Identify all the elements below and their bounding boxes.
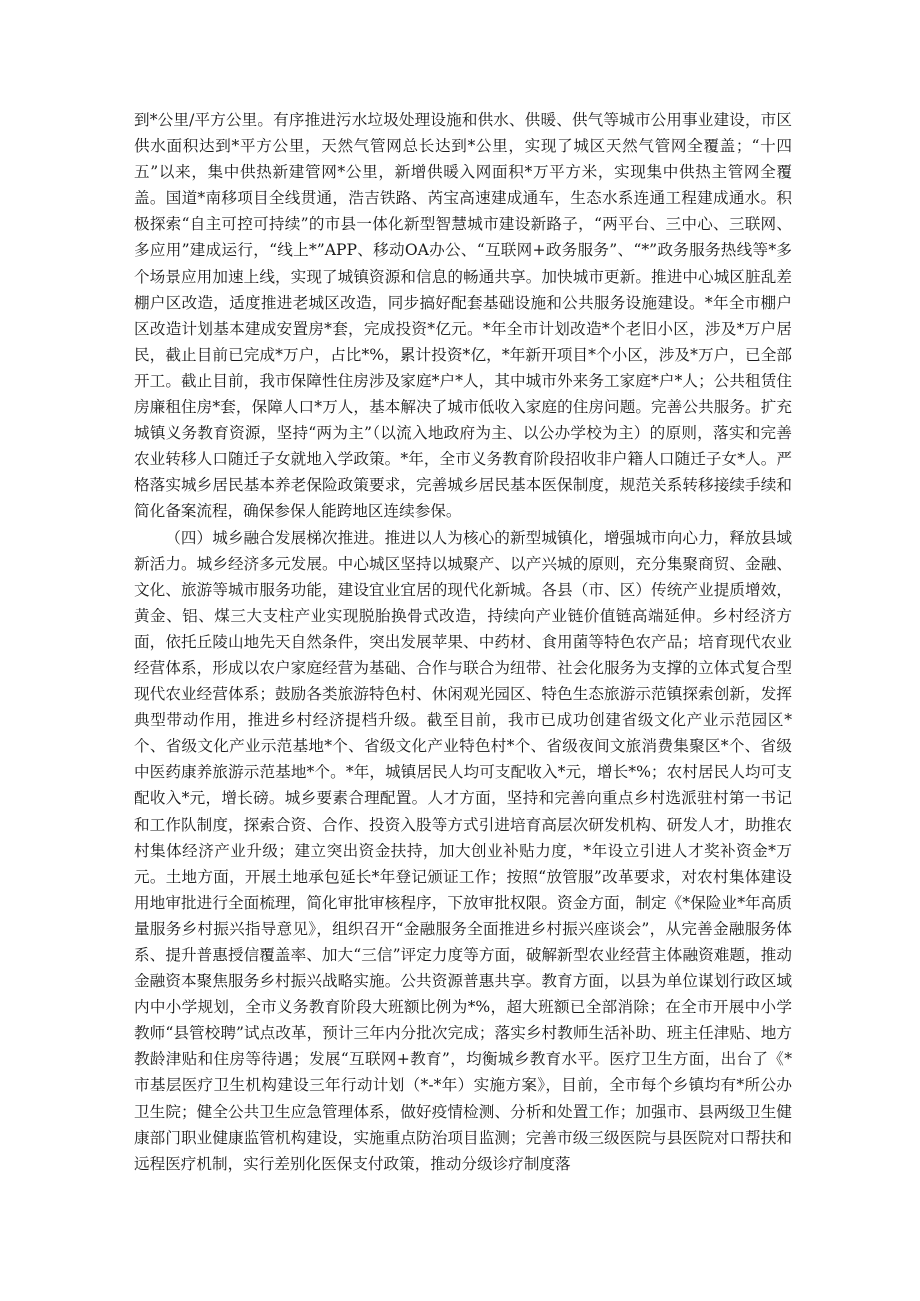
document-page xyxy=(134,107,792,1177)
paragraph-urban-rural-integration: （四）城乡融合发展梯次推进。推进以人为核心的新型城镇化，增强城市向心力，释放县域新活力。城乡经济多元发展。中心城区坚持以城聚产、以产兴城的原则，充分集聚商贸、金融、文化、旅游等城市服务功能，建设宜业宜居的现代化新城。各县（市、区）传统产业提质增效，黄金、铝、煤三大支柱产业实现脱胎换骨式改造，持续向产业链价值链高端延伸。乡村经济方面，依托丘陵山地先天自然条件，突出发展苹果、中药材、食用菌等特色农产品；培育现代农业经营体系，形成以农户家庭经营为基础、合作与联合为纽带、社会化服务为支撑的立体式复合型现代农业经营体系；鼓励各类旅游特色村、休闲观光园区、特色生态旅游示范镇探索创新，发挥典型带动作用，推进乡村经济提档升级。截至目前，我市已成功创建省级文化产业示范园区*个、省级文化产业示范基地*个、省级文化产业特色村*个、省级夜间文旅消费集聚区*个、省级中医药康养旅游示范基地*个。*年，城镇居民人均可支配收入*元，增长*%；农村居民人均可支配收入*元，增长磅。城乡要素合理配置。人才方面，坚持和完善向重点乡村选派驻村第一书记和工作队制度，探索合资、合作、投资入股等方式引进培育高层次研发机构、研发人才，助推农村集体经济产业升级；建立突出资金扶持，加大创业补贴力度，*年设立引进人才奖补资金*万元。土地方面，开展土地承包延长*年登记颁证工作；按照“放管服”改革要求，对农村集体建设用地审批进行全面梳理，简化审批审核程序，下放审批权限。资金方面，制定《*保险业*年高质量服务乡村振兴指导意见》，组织召开“金融服务全面推进乡村振兴座谈会”，从完善金融服务体系、提升普惠授信覆盖率、加大“三信”评定力度等方面，破解新型农业经营主体融资难题，推动金融资本聚焦服务乡村振兴战略实施。公共资源普惠共享。教育方面，以县为单位谋划行政区域内中小学规划，全市义务教育阶段大班额比例为*%，超大班额已全部消除；在全市开展中小学教师“县管校聘”试点改革，预计三年内分批次完成；落实乡村教师生活补助、班主任津贴、地方教龄津贴和住房等待遇；发展“互联网+教育”，均衡城乡教育水平。医疗卫生方面，出台了《*市基层医疗卫生机构建设三年行动计划（*-*年）实施方案》，目前，全市每个乡镇均有*所公办卫生院；健全公共卫生应急管理体系，做好疫情检测、分析和处置工作；加强市、县两级卫生健康部门职业健康监管机构建设，实施重点防治项目监测；完善市级三级医院与县医院对口帮扶和远程医疗机制，实行差别化医保支付政策，推动分级诊疗制度落 xyxy=(134,528,792,1173)
paragraph-urban-infrastructure: 到*公里/平方公里。有序推进污水垃圾处理设施和供水、供暖、供气等城市公用事业建设，市区供水面积达到*平方公里，天然气管网总长达到*公里，实现了城区天然气管网全覆盖；“十四五”以来，集中供热新建管网*公里，新增供暖入网面积*万平方米，实现集中供热主管网全覆盖。国道*南移项目全线贯通，浩吉铁路、芮宝高速建成通车，生态水系连通工程建成通水。积极探索“自主可控可持续”的市县一体化新型智慧城市建设新路子，“两平台、三中心、三联网、多应用”建成运行，“线上*”APP、移动OA办公、“互联网+政务服务”、“*”政务服务热线等*多个场景应用加速上线，实现了城镇资源和信息的畅通共享。加快城市更新。推进中心城区脏乱差棚户区改造，适度推进老城区改造，同步搞好配套基础设施和公共服务设施建设。*年全市棚户区改造计划基本建成安置房*套，完成投资*亿元。*年全市计划改造*个老旧小区，涉及*万户居民，截止目前已完成*万户，占比*%，累计投资*亿，*年新开项目*个小区，涉及*万户，已全部开工。截止目前，我市保障性住房涉及家庭*户*人，其中城市外来务工家庭*户*人；公共租赁住房廉租住房*套，保障人口*万人，基本解决了城市低收入家庭的住房问题。完善公共服务。扩充城镇义务教育资源，坚持“两为主”（以流入地政府为主、以公办学校为主）的原则，落实和完善农业转移人口随迁子女就地入学政策。*年，全市义务教育阶段招收非户籍人口随迁子女*人。严格落实城乡居民基本养老保险政策要求，完善城乡居民基本医保制度，规范关系转移接续手续和简化备案流程，确保参保人能跨地区连续参保。 xyxy=(134,111,792,521)
